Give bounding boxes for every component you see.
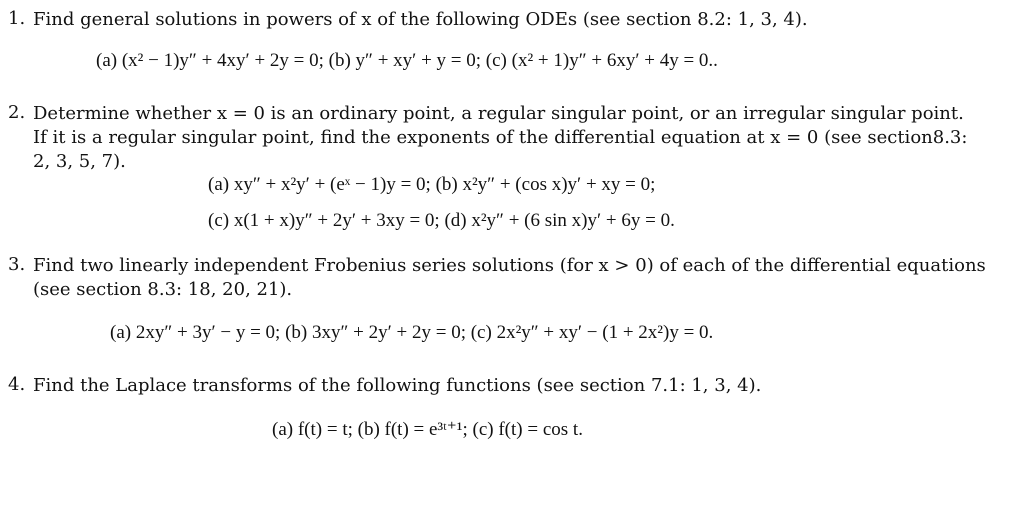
problem-number: 1. — [8, 8, 26, 29]
problem-text-line: If it is a regular singular point, find the exponents of the differential equation at x = 0 (see section8.3: — [33, 127, 968, 148]
problem-number: 3. — [8, 254, 26, 275]
problem-text-line: Find two linearly independent Frobenius series solutions (for x > 0) of each of the differential equations — [33, 255, 986, 276]
problem-text-line: Find general solutions in powers of x of the following ODEs (see section 8.2: 1, 3, 4). — [33, 9, 808, 30]
equation-line: (a) f(t) = t; (b) f(t) = e³ᵗ⁺¹; (c) f(t) = cos t. — [272, 419, 583, 440]
equation-line: (a) xy″ + x²y′ + (eˣ − 1)y = 0; (b) x²y″ + (cos x)y′ + xy = 0; — [208, 174, 656, 195]
equation-line: (a) (x² − 1)y″ + 4xy′ + 2y = 0; (b) y″ + xy′ + y = 0; (c) (x² + 1)y″ + 6xy′ + 4y = 0.. — [96, 50, 718, 71]
equation-line: (a) 2xy″ + 3y′ − y = 0; (b) 3xy″ + 2y′ + 2y = 0; (c) 2x²y″ + xy′ − (1 + 2x²)y = 0. — [110, 322, 714, 343]
problem-number: 2. — [8, 102, 26, 123]
equation-line: (c) x(1 + x)y″ + 2y′ + 3xy = 0; (d) x²y″ + (6 sin x)y′ + 6y = 0. — [208, 210, 675, 231]
problem-text-line: (see section 8.3: 18, 20, 21). — [33, 279, 293, 300]
problem-text — [33, 374, 993, 398]
problem-text — [33, 8, 993, 32]
problem-text-line: 2, 3, 5, 7). — [33, 151, 126, 172]
problem-text — [33, 254, 993, 302]
problem-text — [33, 102, 993, 174]
problem-number: 4. — [8, 374, 26, 395]
problem-text-line: Determine whether x = 0 is an ordinary point, a regular singular point, or an irregular singular point. — [33, 103, 964, 124]
problem-text-line: Find the Laplace transforms of the following functions (see section 7.1: 1, 3, 4). — [33, 375, 762, 396]
